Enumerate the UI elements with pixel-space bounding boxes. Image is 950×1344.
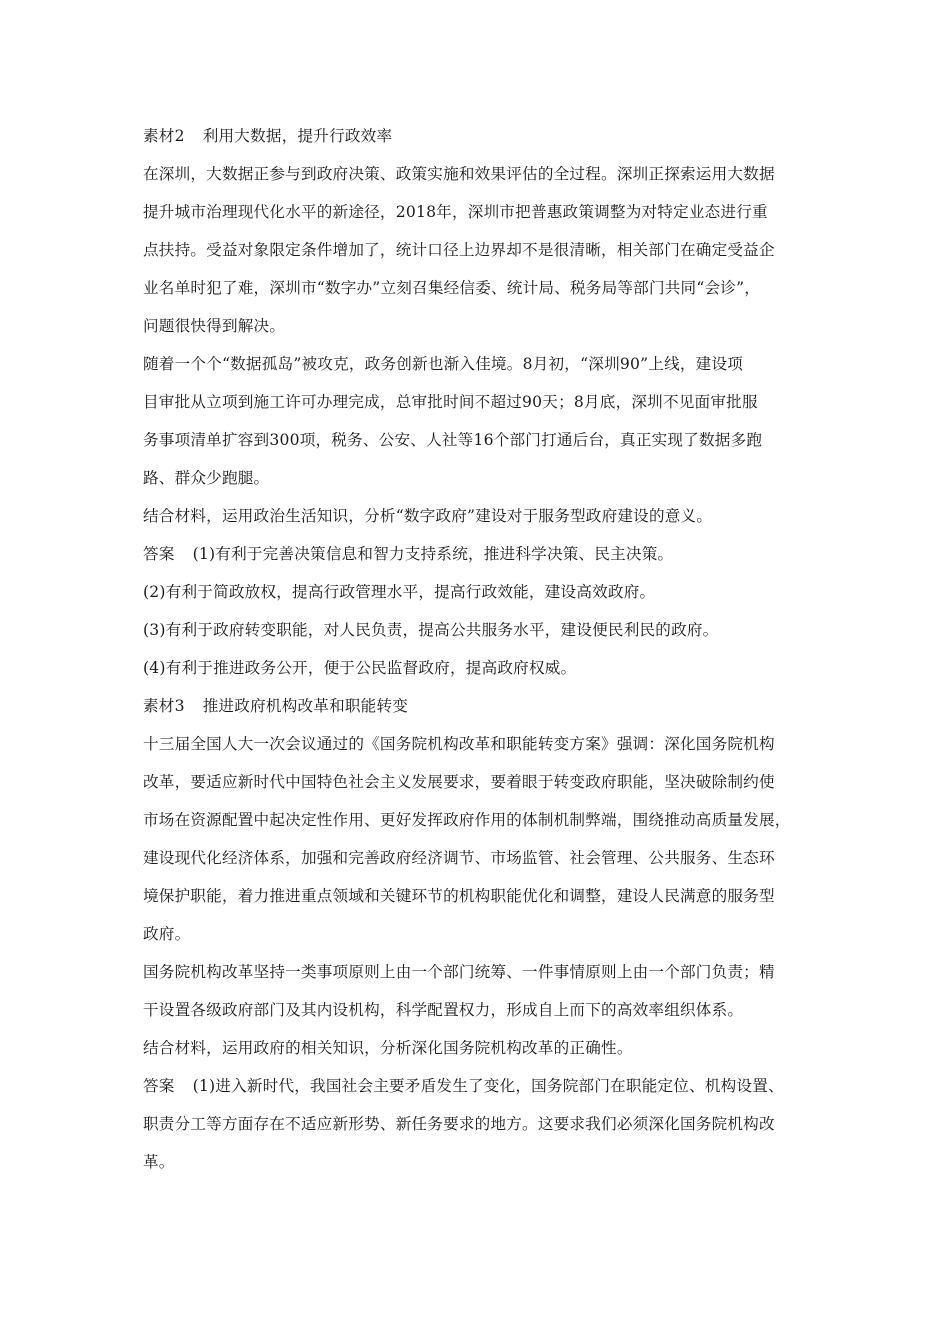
material2-para2-line: 随着一个个“数据孤岛”被攻克，政务创新也渐入佳境。8月初，“深圳90”上线，建设项 — [143, 355, 744, 373]
material2-answer-4: (4)有利于推进政务公开，便于公民监督政府，提高政府权威。 — [143, 659, 577, 677]
material3-answer-line: 革。 — [143, 1153, 175, 1171]
material2-answer-1 — [143, 535, 813, 573]
answer-text: (1)有利于完善决策信息和智力支持系统，推进科学决策、民主决策。 — [192, 545, 674, 563]
material3-para1-line: 改革，要适应新时代中国特色社会主义发展要求，要着眼于转变政府职能，坚决破除制约使 — [143, 773, 775, 791]
material2-title: 利用大数据，提升行政效率 — [202, 127, 393, 145]
material3-para1-line: 政府。 — [143, 925, 191, 943]
material3-answer-line: 职责分工等方面存在不适应新形势、新任务要求的地方。这要求我们必须深化国务院机构改 — [143, 1115, 775, 1133]
material2-para2-line: 务事项清单扩容到300项，税务、公安、人社等16个部门打通后台，真正实现了数据多跑 — [143, 431, 763, 449]
material2-para1-line: 问题很快得到解决。 — [143, 317, 286, 335]
document-body — [143, 117, 813, 1181]
material3-para1-line: 建设现代化经济体系，加强和完善政府经济调节、市场监管、社会管理、公共服务、生态环 — [143, 849, 775, 867]
answer-label: 答案 — [143, 1077, 175, 1095]
material3-para2-line: 干设置各级政府部门及其内设机构，科学配置权力，形成自上而下的高效率组织体系。 — [143, 1001, 744, 1019]
material2-label: 素材2 — [143, 127, 185, 145]
material2-answer-2: (2)有利于简政放权，提高行政管理水平，提高行政效能，建设高效政府。 — [143, 583, 656, 601]
material2-para2-line: 路、群众少跑腿。 — [143, 469, 270, 487]
material3-para1-line: 市场在资源配置中起决定性作用、更好发挥政府作用的体制机制弊端，围绕推动高质量发展， — [143, 811, 791, 829]
material2-answer-3: (3)有利于政府转变职能，对人民负责，提高公共服务水平，建设便民利民的政府。 — [143, 621, 719, 639]
answer-text: (1)进入新时代，我国社会主要矛盾发生了变化，国务院部门在职能定位、机构设置、 — [192, 1077, 784, 1095]
material2-para1-line: 点扶持。受益对象限定条件增加了，统计口径上边界却不是很清晰，相关部门在确定受益企 — [143, 241, 775, 259]
material2-question: 结合材料，运用政治生活知识，分析“数字政府”建设对于服务型政府建设的意义。 — [143, 507, 713, 525]
material3-answer-1 — [143, 1067, 813, 1105]
material3-question: 结合材料，运用政府的相关知识，分析深化国务院机构改革的正确性。 — [143, 1039, 633, 1057]
material3-para2-line: 国务院机构改革坚持一类事项原则上由一个部门统筹、一件事情原则上由一个部门负责；精 — [143, 963, 775, 981]
material2-heading — [143, 117, 813, 155]
material3-heading — [143, 687, 813, 725]
material2-para2-line: 目审批从立项到施工许可办理完成，总审批时间不超过90天；8月底，深圳不见面审批服 — [143, 393, 758, 411]
answer-label: 答案 — [143, 545, 175, 563]
material3-label: 素材3 — [143, 697, 185, 715]
material3-para1-line: 十三届全国人大一次会议通过的《国务院机构改革和职能转变方案》强调：深化国务院机构 — [143, 735, 775, 753]
material2-para1-line: 业名单时犯了难，深圳市“数字办”立刻召集经信委、统计局、税务局等部门共同“会诊”， — [143, 279, 761, 297]
material3-para1-line: 境保护职能，着力推进重点领域和关键环节的机构职能优化和调整，建设人民满意的服务型 — [143, 887, 775, 905]
material2-para1-line: 在深圳，大数据正参与到政府决策、政策实施和效果评估的全过程。深圳正探索运用大数据 — [143, 165, 775, 183]
material3-title: 推进政府机构改革和职能转变 — [202, 697, 409, 715]
material2-para1-line: 提升城市治理现代化水平的新途径，2018年，深圳市把普惠政策调整为对特定业态进行重 — [143, 203, 768, 221]
